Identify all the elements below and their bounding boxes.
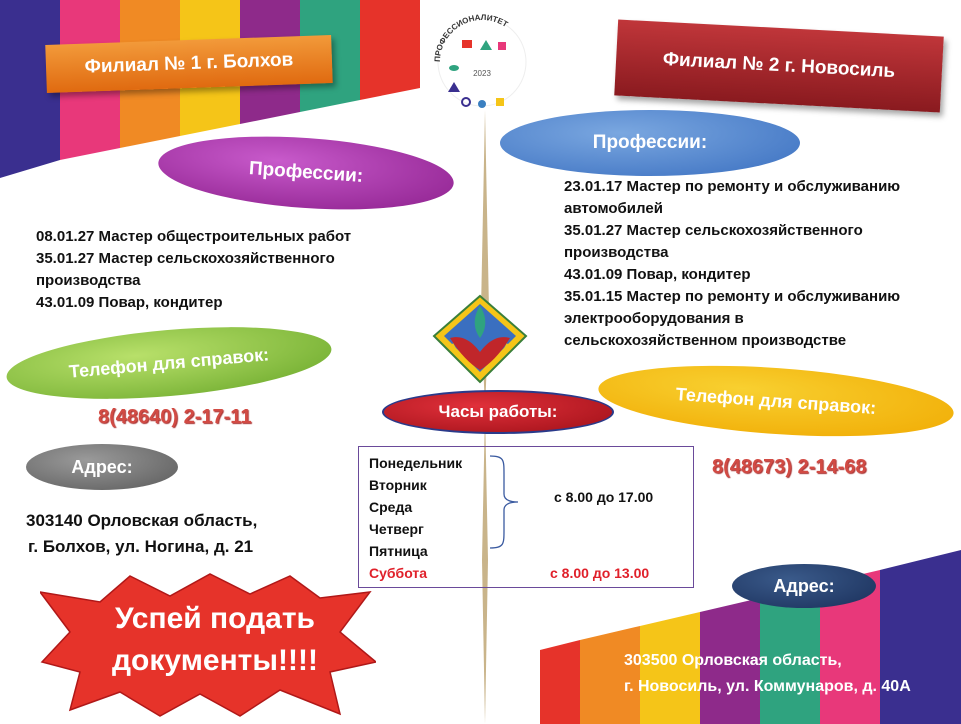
list-item: автомобилей [564,200,663,217]
branch2-professions-label: Профессии: [592,132,708,153]
day-wednesday: Среда [369,499,413,515]
cta-text [70,598,360,682]
branch2-phone-label: Телефон для справок: [675,383,877,418]
cta-line2: документы!!!! [112,644,318,677]
hours-label: Часы работы: [438,402,558,421]
hours-days [369,452,462,584]
list-item: 35.01.15 Мастер по ремонту и обслуживанию [564,288,901,305]
weekday-brace [486,454,526,550]
branch2-address-label: Адрес: [773,575,835,596]
weekday-time: с 8.00 до 17.00 [554,489,654,505]
logo-text: ПРОФЕССИОНАЛИТЕТ [432,12,510,63]
list-item: 43.01.09 Повар, кондитер [564,266,751,283]
list-item: производства [36,272,141,289]
day-thursday: Четверг [369,521,424,537]
branch2-title-banner [614,20,944,113]
branch2-address-line2: г. Новосиль, ул. Коммунаров, д. 40А [624,678,911,695]
list-item: производства [564,244,669,261]
branch1-address-line2: г. Болхов, ул. Ногина, д. 21 [28,537,254,556]
branch1-address-line1: 303140 Орловская область, [26,511,258,530]
list-item: сельскохозяйственном производстве [564,332,847,349]
branch1-phone-pill [4,316,335,410]
branch2-professions-pill [500,110,800,176]
branch1-professions-label: Профессии: [248,158,364,187]
branch1-title: Филиал № 1 г. Болхов [84,49,294,78]
list-item: 35.01.27 Мастер сельскохозяйственного [564,222,863,239]
branch1-phone-label: Телефон для справок: [68,343,270,382]
day-tuesday: Вторник [369,477,427,493]
list-item: электрооборудования в [564,310,744,327]
branch2-address-pill [732,564,876,608]
branch1-address-label: Адрес: [71,456,133,477]
cta-line1: Успей подать [115,602,315,635]
professionalitet-logo [426,10,538,114]
list-item: 23.01.17 Мастер по ремонту и обслуживанию [564,178,901,195]
hours-pill [382,390,614,434]
day-saturday: Суббота [369,565,428,581]
saturday-time: с 8.00 до 13.00 [550,565,650,581]
branch2-title: Филиал № 2 г. Новосиль [662,48,896,83]
svg-text:ПРОФЕССИОНАЛИТЕТ [433,13,510,62]
branch2-phone-pill [596,356,956,447]
branch2-phone-number[interactable]: 8(48673) 2-14-68 [712,456,867,478]
branch1-address-pill [26,444,178,490]
branch2-address [624,648,911,700]
branch1-professions-list [36,226,416,314]
branch1-address [26,508,257,560]
svg-text:2023: 2023 [473,69,491,78]
branch1-phone-number[interactable]: 8(48640) 2-17-11 [98,406,252,428]
college-emblem [430,294,530,384]
list-item: 08.01.27 Мастер общестроительных работ [36,228,352,245]
day-friday: Пятница [369,543,428,559]
day-monday: Понедельник [369,455,463,471]
list-item: 43.01.09 Повар, кондитер [36,294,223,311]
list-item: 35.01.27 Мастер сельскохозяйственного [36,250,335,267]
branch2-address-line1: 303500 Орловская область, [624,652,842,669]
branch2-professions-list [564,176,954,352]
branch1-title-banner [45,35,333,93]
